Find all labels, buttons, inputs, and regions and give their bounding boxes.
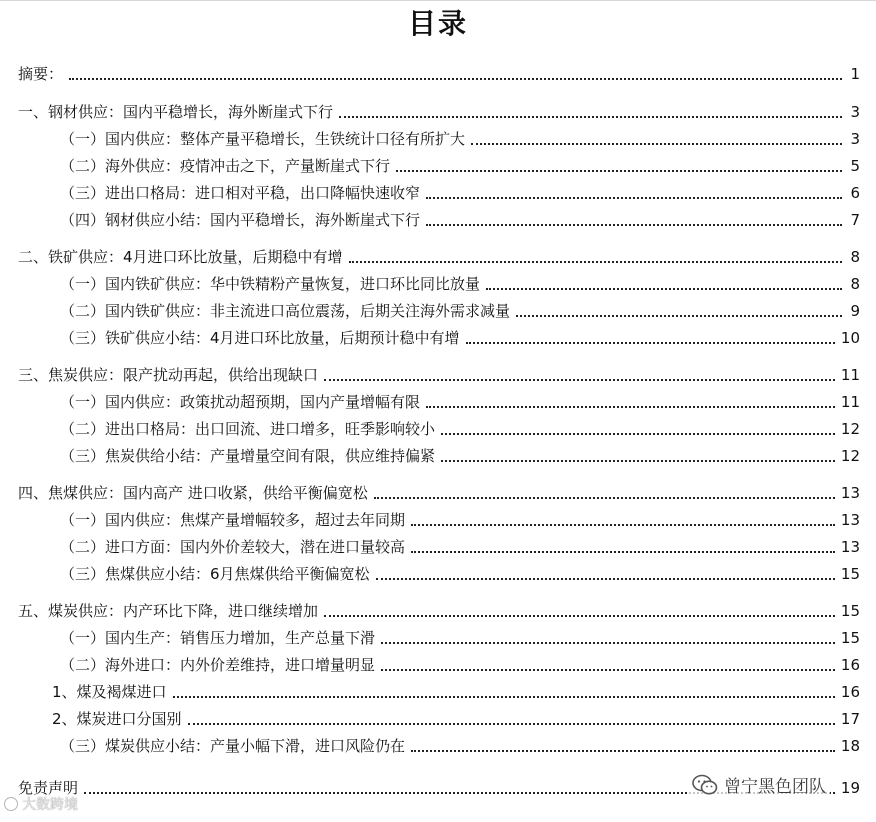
- toc-entry-label: 五、煤炭供应：内产环比下降，进口继续增加: [18, 602, 319, 620]
- dot-leader: [374, 497, 835, 499]
- toc-entry-page-number: 11: [840, 393, 860, 411]
- toc-entry-page-number: 16: [840, 683, 860, 701]
- toc-entry-label: （三）煤炭供应小结：产量小幅下滑，进口风险仍在: [60, 737, 406, 755]
- toc-entry-label: （一）国内供应：政策扰动超预期，国内产量增幅有限: [60, 393, 421, 411]
- toc-entry-label: （四）钢材供应小结：国内平稳增长，海外断崖式下行: [60, 211, 421, 229]
- toc-entry-page-number: 8: [850, 248, 860, 266]
- toc-entry[interactable]: [0, 705, 860, 729]
- toc-entry-page-number: 10: [840, 329, 860, 347]
- toc-entry-page-number: 15: [840, 565, 860, 583]
- toc-entry[interactable]: [0, 624, 860, 648]
- toc-entry-label: 摘要：: [18, 65, 64, 83]
- dot-leader: [396, 170, 842, 172]
- toc-entry[interactable]: [0, 388, 860, 412]
- toc-entry[interactable]: [0, 415, 860, 439]
- dot-leader: [426, 224, 842, 226]
- dot-leader: [516, 315, 842, 317]
- dot-leader: [426, 406, 835, 408]
- toc-entry-page-number: 18: [840, 737, 860, 755]
- toc-entry-page-number: 7: [850, 211, 860, 229]
- toc-entry[interactable]: [0, 60, 860, 84]
- brand-name: 曾宁黑色团队: [724, 777, 826, 797]
- toc-entry[interactable]: [0, 98, 860, 122]
- toc-entry-label: （一）国内铁矿供应：华中铁精粉产量恢复，进口环比同比放量: [60, 275, 481, 293]
- dot-leader: [441, 460, 835, 462]
- toc-entry[interactable]: [0, 361, 860, 385]
- toc-entry-page-number: 13: [840, 538, 860, 556]
- toc-entry[interactable]: [0, 732, 860, 756]
- top-divider: [0, 0, 876, 1]
- dot-leader: [486, 288, 842, 290]
- wechat-icon: [692, 774, 718, 796]
- dot-leader: [188, 723, 835, 725]
- dot-leader: [381, 669, 835, 671]
- dot-leader: [411, 750, 835, 752]
- toc-entry-label: （二）进口方面：国内外价差较大，潜在进口量较高: [60, 538, 406, 556]
- toc-entry-page-number: 11: [840, 366, 860, 384]
- toc-entry-page-number: 16: [840, 656, 860, 674]
- toc-entry[interactable]: [0, 152, 860, 176]
- toc-entry-label: 二、铁矿供应：4月进口环比放量，后期稳中有增: [18, 248, 343, 266]
- dot-leader: [411, 551, 835, 553]
- toc-entry-page-number: 13: [840, 511, 860, 529]
- toc-entry-label: （二）海外进口：内外价差维持，进口增量明显: [60, 656, 376, 674]
- toc-entry[interactable]: [0, 651, 860, 675]
- toc-entry-label: （二）国内铁矿供应：非主流进口高位震荡，后期关注海外需求减量: [60, 302, 511, 320]
- watermark-text: 大数跨境: [22, 797, 78, 813]
- toc-entry[interactable]: [0, 506, 860, 530]
- toc-entry-label: （三）进出口格局：进口相对平稳，出口降幅快速收窄: [60, 184, 421, 202]
- toc-entry-page-number: 3: [850, 103, 860, 121]
- toc-entry-label: （一）国内供应：整体产量平稳增长，生铁统计口径有所扩大: [60, 130, 466, 148]
- toc-entry-label: （三）焦煤供应小结：6月焦煤供给平衡偏宽松: [60, 565, 370, 583]
- toc-entry[interactable]: [0, 442, 860, 466]
- toc-entry-page-number: 6: [850, 184, 860, 202]
- dot-leader: [339, 116, 842, 118]
- toc-entry-page-number: 3: [850, 130, 860, 148]
- dot-leader: [349, 261, 842, 263]
- toc-entry-label: （三）铁矿供应小结：4月进口环比放量，后期预计稳中有增: [60, 329, 460, 347]
- toc-entry-label: 免责声明: [18, 779, 79, 797]
- toc-entry-page-number: 17: [840, 710, 860, 728]
- dot-leader: [173, 696, 835, 698]
- brand-badge: [688, 770, 830, 799]
- toc-entry[interactable]: [0, 125, 860, 149]
- toc-entry-label: （三）焦炭供给小结：产量增量空间有限，供应维持偏紧: [60, 447, 436, 465]
- toc-entry[interactable]: [0, 597, 860, 621]
- toc-entry-label: 一、钢材供应：国内平稳增长，海外断崖式下行: [18, 103, 334, 121]
- toc-entry-label: （一）国内生产：销售压力增加，生产总量下滑: [60, 629, 376, 647]
- toc-entry[interactable]: [0, 270, 860, 294]
- dot-leader: [411, 524, 835, 526]
- dot-leader: [426, 197, 842, 199]
- dot-leader: [324, 615, 835, 617]
- toc-entry-page-number: 12: [840, 420, 860, 438]
- dot-leader: [381, 642, 835, 644]
- dot-leader: [376, 578, 835, 580]
- dot-leader: [466, 342, 835, 344]
- toc-entry[interactable]: [0, 297, 860, 321]
- toc-entry-label: （一）国内供应：焦煤产量增幅较多，超过去年同期: [60, 511, 406, 529]
- weibo-icon: [4, 797, 18, 811]
- toc-entry-page-number: 15: [840, 602, 860, 620]
- toc-entry-label: （二）进出口格局：出口回流、进口增多，旺季影响较小: [60, 420, 436, 438]
- toc-entry-page-number: 5: [850, 157, 860, 175]
- toc-entry[interactable]: [0, 324, 860, 348]
- dot-leader: [471, 143, 842, 145]
- toc-entry[interactable]: [0, 479, 860, 503]
- toc-entry-label: 三、焦炭供应：限产扰动再起，供给出现缺口: [18, 366, 319, 384]
- dot-leader: [69, 78, 842, 80]
- toc-entry-page-number: 12: [840, 447, 860, 465]
- toc-entry-page-number: 15: [840, 629, 860, 647]
- toc-entry-label: 1、煤及褐煤进口: [52, 683, 167, 701]
- toc-entry-page-number: 8: [850, 275, 860, 293]
- toc-entry[interactable]: [0, 533, 860, 557]
- toc-entry-page-number: 19: [840, 779, 860, 797]
- toc-entry-label: 2、煤炭进口分国别: [52, 710, 182, 728]
- dot-leader: [441, 433, 835, 435]
- toc-entry[interactable]: [0, 206, 860, 230]
- dot-leader: [324, 379, 835, 381]
- toc-entry-page-number: 9: [850, 302, 860, 320]
- toc-entry-label: （二）海外供应：疫情冲击之下，产量断崖式下行: [60, 157, 391, 175]
- toc-entry-page-number: 1: [850, 65, 860, 83]
- page-title: 目录: [407, 7, 468, 40]
- toc-entry[interactable]: [0, 560, 860, 584]
- toc-entry[interactable]: [0, 179, 860, 203]
- toc-entry[interactable]: [0, 243, 860, 267]
- toc-entry[interactable]: [0, 678, 860, 702]
- watermark: [4, 794, 78, 814]
- toc-entry-label: 四、焦煤供应：国内高产 进口收紧，供给平衡偏宽松: [18, 484, 368, 502]
- toc-entry-page-number: 13: [840, 484, 860, 502]
